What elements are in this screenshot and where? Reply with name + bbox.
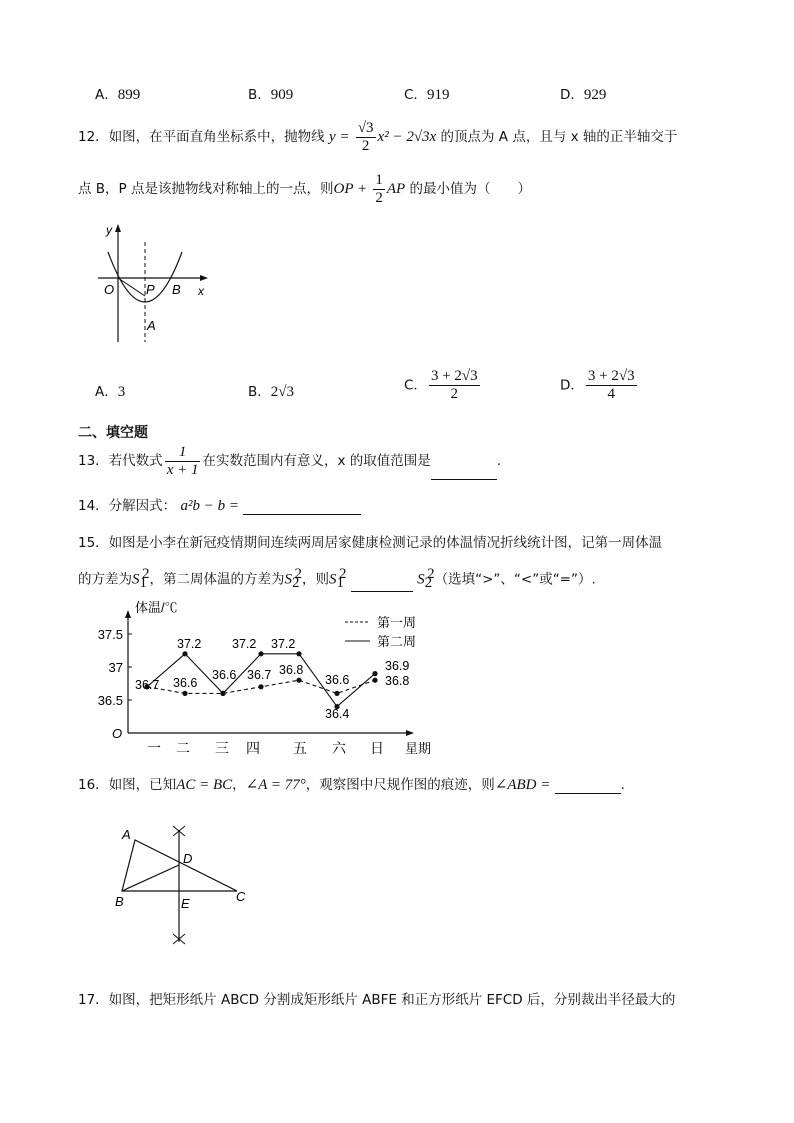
q13-line: 13．若代数式 $\frac{1}{x + 1}$ 在实数范围内有意义，x 的取值范围是 .: [78, 442, 501, 480]
q16-line: 16．如图，已知AC = BC，∠A = 77°，观察图中尺规作图的痕迹，则∠ABD = .: [78, 777, 625, 793]
chart-x-axis-label: 星期: [405, 741, 432, 756]
q15-line2: 的方差为$S_1^2$，第二周体温的方差为$S_2^2$，则$S_1^2$ $S_2^2$（选填“>”、“<”或“=”）.: [78, 566, 596, 592]
data-label: 36.7: [247, 668, 272, 682]
legend-week1: 第一周: [377, 615, 417, 630]
x-tick-label: 日: [370, 740, 384, 756]
fig-point-e: E: [181, 896, 190, 911]
data-point: [296, 651, 301, 656]
q12-half-fraction: $\frac{1}{2}$: [375, 171, 383, 206]
data-label: 36.8: [279, 663, 304, 677]
y-tick-label: 36.5: [97, 693, 123, 708]
q11-option-d: D．929: [560, 87, 607, 103]
y-tick-label: 37: [108, 660, 123, 675]
data-point: [334, 691, 339, 696]
data-point: [296, 678, 301, 683]
graph-point-b-label: B: [172, 282, 181, 297]
q15-line1: 15．如图是小李在新冠疫情期间连续两周居家健康检测记录的体温情况折线统计图，记第一周体温: [78, 535, 663, 551]
graph-y-label: y: [106, 223, 112, 237]
graph-point-p-label: P: [146, 282, 155, 297]
q12-line1: 12．如图，在平面直角坐标系中，抛物线 y = $\frac{√3}{2}$ x² − 2√3x 的顶点为 A 点，且与 x 轴的正半轴交于: [78, 119, 678, 154]
q12-coefficient-fraction: $\frac{√3}{2}$: [357, 119, 374, 154]
data-label: 37.2: [177, 637, 202, 651]
q12-option-b: B．2√3: [248, 384, 294, 400]
q11-option-c: C．919: [404, 87, 450, 103]
y-tick-label: 37.5: [97, 627, 123, 642]
q14-line: 14．分解因式： a²b − b =: [78, 494, 361, 515]
temperature-line-chart: [85, 600, 445, 762]
q11-option-a: A．899: [95, 87, 141, 103]
q12-line2: 点 B，P 点是该抛物线对称轴上的一点，则OP + $\frac{1}{2}$ AP 的最小值为（ ）: [78, 171, 532, 206]
chart-origin-label: O: [112, 726, 123, 741]
chart-y-axis-label: 体温/℃: [135, 600, 178, 615]
legend-week2: 第二周: [377, 634, 417, 649]
x-tick-label: 三: [215, 740, 229, 756]
data-point: [372, 678, 377, 683]
graph-point-a-label: A: [147, 318, 156, 333]
x-tick-label: 六: [332, 740, 346, 756]
data-label: 36.7: [135, 678, 160, 692]
q15-answer-blank[interactable]: [351, 577, 413, 592]
data-point: [372, 671, 377, 676]
q12-parabola-graph: [90, 222, 220, 347]
data-label: 36.4: [325, 707, 350, 721]
data-label: 36.6: [325, 673, 350, 687]
data-label: 37.2: [271, 637, 296, 651]
x-tick-label: 五: [293, 740, 307, 756]
q16-answer-blank[interactable]: [555, 779, 621, 794]
q17-line: 17．如图，把矩形纸片 ABCD 分割成矩形纸片 ABFE 和正方形纸片 EFCD 后，分别裁出半径最大的: [78, 992, 676, 1008]
data-point: [258, 651, 263, 656]
data-point: [220, 691, 225, 696]
option-d-fraction: $\frac{3 + 2√3}{4}$: [587, 368, 635, 402]
data-label: 36.8: [385, 674, 410, 688]
x-tick-label: 一: [147, 740, 161, 756]
data-label: 36.6: [212, 668, 237, 682]
fig-point-d: D: [183, 851, 193, 866]
x-tick-label: 四: [246, 740, 260, 756]
graph-x-label: x: [198, 284, 204, 298]
data-point: [182, 691, 187, 696]
q12-option-a: A．3: [95, 384, 126, 400]
fig-point-b: B: [115, 894, 124, 909]
q16-triangle-figure: [110, 822, 270, 962]
x-tick-label: 二: [176, 740, 190, 756]
data-point: [258, 684, 263, 689]
fig-point-a: A: [122, 827, 131, 842]
data-point: [182, 651, 187, 656]
data-label: 36.6: [173, 676, 198, 690]
q12-option-d: D． $\frac{3 + 2√3}{4}$: [560, 368, 635, 402]
fig-point-c: C: [236, 889, 246, 904]
q11-option-b: B．909: [248, 87, 294, 103]
option-c-fraction: $\frac{3 + 2√3}{2}$: [430, 368, 478, 402]
data-label: 36.9: [385, 659, 410, 673]
data-label: 37.2: [232, 637, 257, 651]
q13-answer-blank[interactable]: [431, 465, 497, 480]
q14-answer-blank[interactable]: [243, 500, 361, 515]
section-title: 二、填空题: [78, 425, 148, 441]
q12-option-c: C． $\frac{3 + 2√3}{2}$: [404, 368, 478, 402]
graph-origin-label: O: [104, 282, 115, 297]
q13-fraction: $\frac{1}{x + 1}$: [166, 443, 199, 478]
